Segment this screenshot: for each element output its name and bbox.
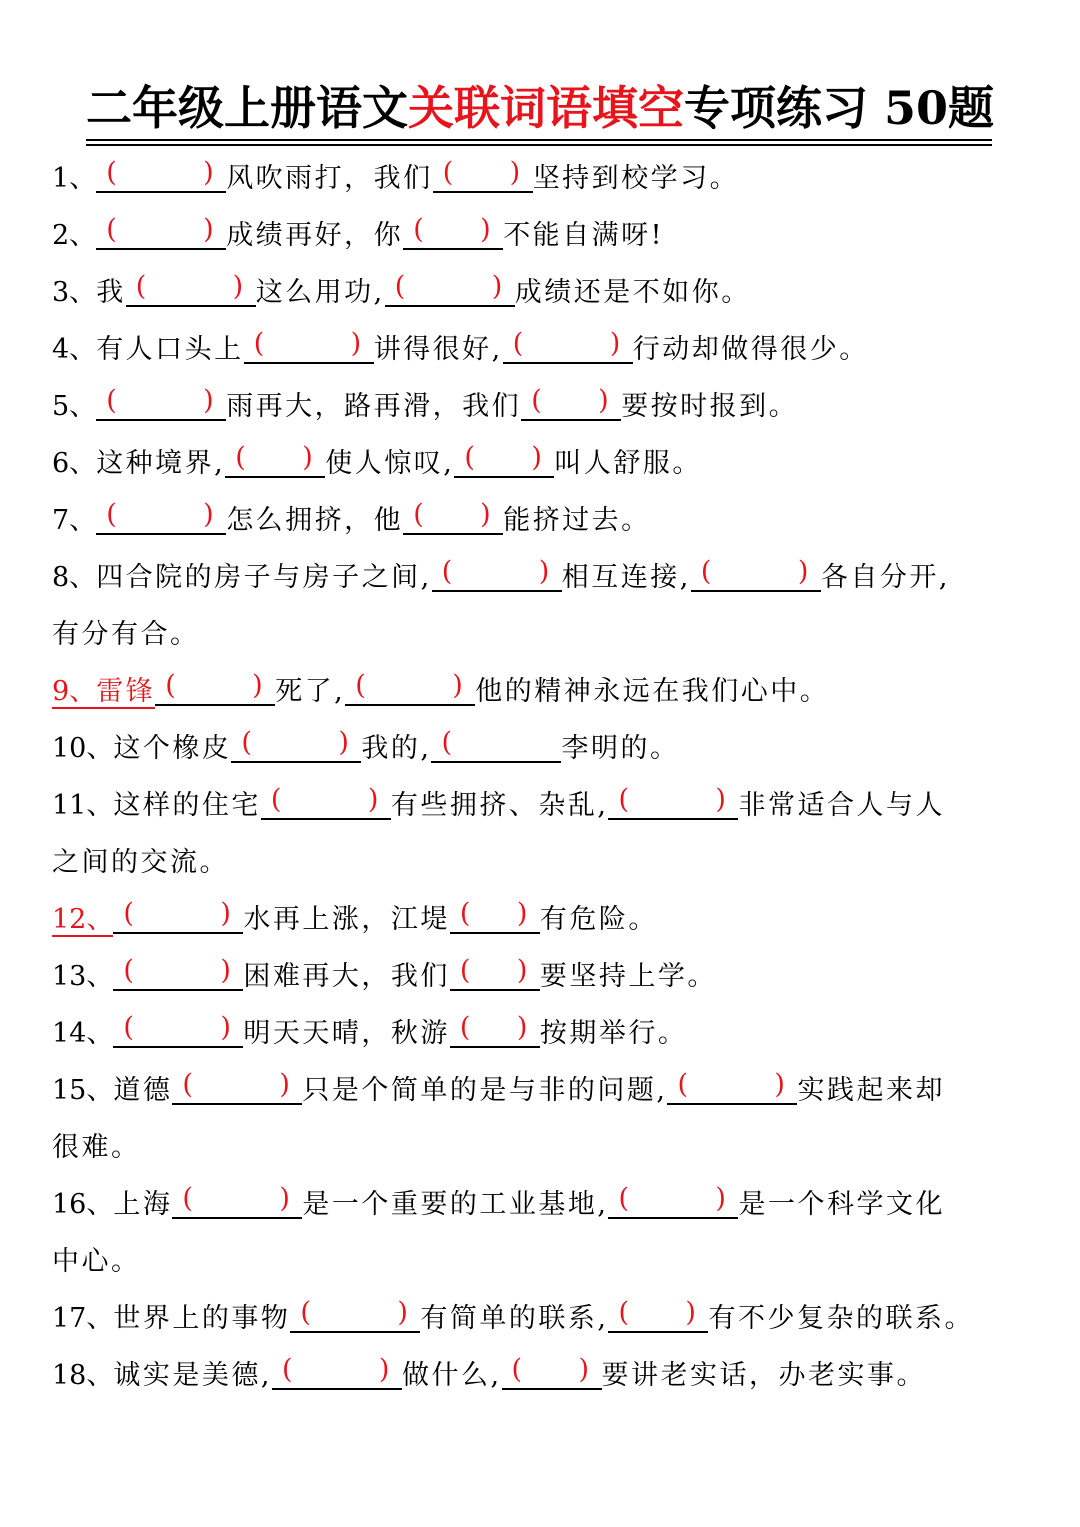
question-continuation xyxy=(52,606,1037,663)
question-text: 有些拥挤、杂乱, xyxy=(390,790,609,821)
answer-blank[interactable] xyxy=(126,269,256,307)
blank-right-paren: ) xyxy=(232,271,246,302)
question-text: 上海 xyxy=(113,1189,173,1220)
blank-right-paren: ) xyxy=(715,1183,729,1214)
blank-right-paren: ) xyxy=(203,499,217,530)
blank-left-paren: ( xyxy=(135,271,149,302)
question-text: 讲得很好, xyxy=(373,334,503,365)
blank-right-paren: ) xyxy=(516,1012,530,1043)
question-text: 世界上的事物 xyxy=(113,1303,291,1334)
question-item xyxy=(52,321,1037,378)
blank-right-paren: ) xyxy=(220,1012,234,1043)
question-text: 能挤过去。 xyxy=(503,505,651,536)
question-item xyxy=(52,1290,1037,1347)
question-item xyxy=(52,378,1037,435)
title-highlight: 关联词语填空 xyxy=(407,81,684,135)
question-item xyxy=(52,1062,1037,1119)
answer-blank[interactable] xyxy=(431,725,561,763)
answer-blank[interactable] xyxy=(450,896,540,934)
blank-right-paren: ) xyxy=(220,955,234,986)
answer-blank[interactable] xyxy=(667,1067,797,1105)
title-part1: 二年级上册语文 xyxy=(85,81,408,135)
blank-right-paren: ) xyxy=(338,727,352,758)
blank-right-paren: ) xyxy=(203,385,217,416)
blank-right-paren: ) xyxy=(203,214,217,245)
question-number: 4、 xyxy=(52,334,97,365)
blank-right-paren: ) xyxy=(609,328,623,359)
blank-right-paren: ) xyxy=(220,898,234,929)
blank-left-paren: ( xyxy=(413,214,427,245)
question-item xyxy=(52,1005,1037,1062)
question-text: 有危险。 xyxy=(539,904,658,935)
answer-blank[interactable] xyxy=(172,1181,302,1219)
blank-left-paren: ( xyxy=(459,898,473,929)
blank-right-paren: ) xyxy=(252,670,266,701)
blank-left-paren: ( xyxy=(270,784,284,815)
question-number: 5、 xyxy=(52,391,97,422)
question-item xyxy=(52,663,1037,720)
question-text: 要讲老实话，办老实事。 xyxy=(601,1360,927,1391)
blank-right-paren: ) xyxy=(516,955,530,986)
question-text: 李明的。 xyxy=(561,733,680,764)
blank-left-paren: ( xyxy=(182,1069,196,1100)
blank-left-paren: ( xyxy=(106,499,120,530)
blank-right-paren: ) xyxy=(509,157,523,188)
blank-left-paren: ( xyxy=(106,214,120,245)
answer-blank[interactable] xyxy=(113,1010,243,1048)
question-text: 这么用功, xyxy=(255,277,385,308)
question-text: 怎么拥挤，他 xyxy=(226,505,404,536)
answer-blank[interactable] xyxy=(261,782,391,820)
blank-right-paren: ) xyxy=(598,385,612,416)
title-underline-thin xyxy=(86,144,992,146)
question-number: 6、 xyxy=(52,448,97,479)
answer-blank[interactable] xyxy=(503,326,633,364)
blank-right-paren: ) xyxy=(367,784,381,815)
question-text: 做什么, xyxy=(401,1360,502,1391)
question-number: 7、 xyxy=(52,505,97,536)
question-item xyxy=(52,435,1037,492)
answer-blank[interactable] xyxy=(433,155,533,193)
question-text: 我的, xyxy=(361,733,432,764)
answer-blank[interactable] xyxy=(432,554,562,592)
answer-blank[interactable] xyxy=(454,440,554,478)
question-text: 四合院的房子与房子之间, xyxy=(96,562,432,593)
question-text: 使人惊叹, xyxy=(325,448,455,479)
blank-right-paren: ) xyxy=(302,442,316,473)
question-text: 水再上涨，江堤 xyxy=(243,904,450,935)
question-text: 成绩再好，你 xyxy=(226,220,404,251)
question-text: 叫人舒服。 xyxy=(554,448,702,479)
answer-blank[interactable] xyxy=(225,440,325,478)
blank-right-paren: ) xyxy=(715,784,729,815)
answer-blank[interactable] xyxy=(385,269,515,307)
blank-left-paren: ( xyxy=(677,1069,691,1100)
blank-right-paren: ) xyxy=(397,1297,411,1328)
question-item xyxy=(52,777,1037,834)
blank-left-paren: ( xyxy=(459,955,473,986)
blank-left-paren: ( xyxy=(355,670,369,701)
question-text: 死了, xyxy=(275,676,346,707)
question-text: 我 xyxy=(96,277,126,308)
answer-blank[interactable] xyxy=(608,1181,738,1219)
question-number: 1、 xyxy=(52,163,97,194)
question-number: 2、 xyxy=(52,220,97,251)
question-text-highlight: 雷锋 xyxy=(96,676,156,707)
question-number: 9、 xyxy=(52,676,97,707)
question-number: 3、 xyxy=(52,277,97,308)
question-text: 之间的交流。 xyxy=(52,847,229,878)
blank-left-paren: ( xyxy=(253,328,267,359)
blank-left-paren: ( xyxy=(442,157,456,188)
blank-left-paren: ( xyxy=(394,271,408,302)
blank-right-paren: ) xyxy=(480,214,494,245)
question-item xyxy=(52,891,1037,948)
question-text: 要坚持上学。 xyxy=(539,961,717,992)
question-continuation xyxy=(52,834,1037,891)
blank-left-paren: ( xyxy=(618,1297,632,1328)
blank-right-paren: ) xyxy=(531,442,545,473)
blank-left-paren: ( xyxy=(300,1297,314,1328)
answer-blank[interactable] xyxy=(521,383,621,421)
answer-blank[interactable] xyxy=(691,554,821,592)
answer-blank[interactable] xyxy=(244,326,374,364)
blank-right-paren: ) xyxy=(516,898,530,929)
question-text: 不能自满呀! xyxy=(503,220,665,251)
question-text: 这种境界, xyxy=(96,448,226,479)
question-number: 13、 xyxy=(52,961,114,992)
question-text: 坚持到校学习。 xyxy=(532,163,740,194)
blank-left-paren: ( xyxy=(123,898,137,929)
title-part2: 专项练习 50题 xyxy=(683,81,995,135)
blank-right-paren: ) xyxy=(279,1183,293,1214)
question-item xyxy=(52,1347,1037,1404)
question-text: 成绩还是不如你。 xyxy=(514,277,751,308)
blank-left-paren: ( xyxy=(235,442,249,473)
answer-blank[interactable] xyxy=(403,497,503,535)
question-number: 14、 xyxy=(52,1018,114,1049)
question-text: 有不少复杂的联系。 xyxy=(708,1303,974,1334)
blank-left-paren: ( xyxy=(441,556,455,587)
blank-left-paren: ( xyxy=(511,1354,525,1385)
title-underline-thick xyxy=(86,139,992,141)
question-text: 有人口头上 xyxy=(96,334,244,365)
question-text: 困难再大，我们 xyxy=(243,961,450,992)
question-number: 17、 xyxy=(52,1303,114,1334)
answer-blank[interactable] xyxy=(502,1352,602,1390)
question-item xyxy=(52,207,1037,264)
question-number: 12、 xyxy=(52,904,114,935)
blank-left-paren: ( xyxy=(618,784,632,815)
answer-blank[interactable] xyxy=(403,212,503,250)
answer-blank[interactable] xyxy=(450,1010,540,1048)
question-text: 非常适合人与人 xyxy=(738,790,945,821)
question-item xyxy=(52,948,1037,1005)
answer-blank[interactable] xyxy=(113,896,243,934)
question-item xyxy=(52,1176,1037,1233)
answer-blank[interactable] xyxy=(96,212,226,250)
blank-right-paren: ) xyxy=(452,670,466,701)
question-text: 相互连接, xyxy=(561,562,691,593)
question-text: 有简单的联系, xyxy=(420,1303,609,1334)
question-text: 是一个重要的工业基地, xyxy=(302,1189,609,1220)
blank-left-paren: ( xyxy=(165,670,179,701)
answer-blank[interactable] xyxy=(345,668,475,706)
blank-right-paren: ) xyxy=(203,157,217,188)
question-text: 是一个科学文化 xyxy=(738,1189,945,1220)
question-continuation xyxy=(52,1119,1037,1176)
question-number: 8、 xyxy=(52,562,97,593)
question-text: 这个橡皮 xyxy=(113,733,232,764)
blank-right-paren: ) xyxy=(350,328,364,359)
blank-left-paren: ( xyxy=(531,385,545,416)
blank-right-paren: ) xyxy=(797,556,811,587)
blank-left-paren: ( xyxy=(512,328,526,359)
blank-right-paren: ) xyxy=(491,271,505,302)
question-item xyxy=(52,549,1037,606)
blank-right-paren: ) xyxy=(774,1069,788,1100)
blank-left-paren: ( xyxy=(413,499,427,530)
blank-right-paren: ) xyxy=(279,1069,293,1100)
blank-left-paren: ( xyxy=(123,955,137,986)
question-text: 很难。 xyxy=(52,1132,141,1163)
question-text: 中心。 xyxy=(52,1246,141,1277)
question-text: 实践起来却 xyxy=(797,1075,945,1106)
question-text: 风吹雨打，我们 xyxy=(226,163,433,194)
question-number: 15、 xyxy=(52,1075,114,1106)
answer-blank[interactable] xyxy=(96,383,226,421)
blank-left-paren: ( xyxy=(464,442,478,473)
question-text: 明天天晴，秋游 xyxy=(243,1018,450,1049)
answer-blank[interactable] xyxy=(290,1295,420,1333)
question-number: 10、 xyxy=(52,733,114,764)
question-text: 这样的住宅 xyxy=(113,790,261,821)
question-item xyxy=(52,264,1037,321)
question-text: 有分有合。 xyxy=(52,619,200,650)
blank-left-paren: ( xyxy=(700,556,714,587)
blank-right-paren: ) xyxy=(378,1354,392,1385)
blank-right-paren: ) xyxy=(480,499,494,530)
answer-blank[interactable] xyxy=(96,155,226,193)
answer-blank[interactable] xyxy=(155,668,275,706)
answer-blank[interactable] xyxy=(272,1352,402,1390)
blank-left-paren: ( xyxy=(459,1012,473,1043)
question-number: 18、 xyxy=(52,1360,114,1391)
question-number: 16、 xyxy=(52,1189,114,1220)
question-item xyxy=(52,492,1037,549)
blank-right-paren: ) xyxy=(578,1354,592,1385)
blank-left-paren: ( xyxy=(241,727,255,758)
blank-left-paren: ( xyxy=(441,727,455,758)
question-text: 雨再大，路再滑，我们 xyxy=(226,391,522,422)
question-number: 11、 xyxy=(52,790,114,821)
question-text: 行动却做得很少。 xyxy=(632,334,869,365)
question-text: 按期举行。 xyxy=(539,1018,688,1049)
answer-blank[interactable] xyxy=(608,1295,708,1333)
question-item xyxy=(52,720,1037,777)
blank-left-paren: ( xyxy=(281,1354,295,1385)
answer-blank[interactable] xyxy=(113,953,243,991)
answer-blank[interactable] xyxy=(96,497,226,535)
blank-right-paren: ) xyxy=(538,556,552,587)
blank-left-paren: ( xyxy=(106,157,120,188)
question-text: 诚实是美德, xyxy=(113,1360,272,1391)
answer-blank[interactable] xyxy=(231,725,361,763)
question-text: 只是个简单的是与非的问题, xyxy=(302,1075,668,1106)
question-text: 道德 xyxy=(113,1075,173,1106)
answer-blank[interactable] xyxy=(608,782,738,820)
blank-left-paren: ( xyxy=(123,1012,137,1043)
question-item xyxy=(52,150,1037,207)
question-text: 他的精神永远在我们心中。 xyxy=(475,676,830,707)
blank-left-paren: ( xyxy=(106,385,120,416)
answer-blank[interactable] xyxy=(172,1067,302,1105)
blank-right-paren: ) xyxy=(685,1297,699,1328)
blank-left-paren: ( xyxy=(182,1183,196,1214)
question-continuation xyxy=(52,1233,1037,1290)
question-text: 要按时报到。 xyxy=(621,391,799,422)
question-text: 各自分开, xyxy=(820,562,950,593)
answer-blank[interactable] xyxy=(450,953,540,991)
blank-left-paren: ( xyxy=(618,1183,632,1214)
worksheet-title xyxy=(0,78,1080,138)
